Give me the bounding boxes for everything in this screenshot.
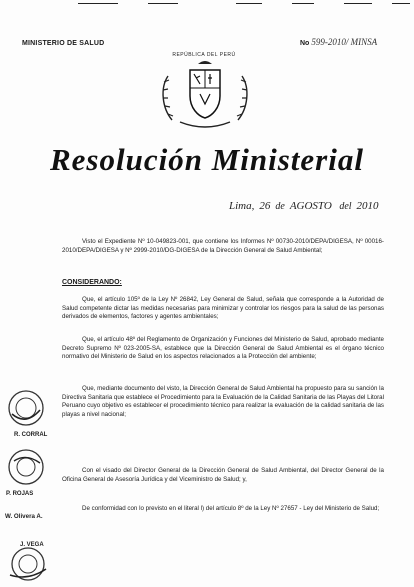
- visado-paragraph: Con el visado del Director General de la Dirección General de Salud Ambiental, del Director General de la Oficina General de Asesoría Jurídica y del Viceministro de Salud; y,: [62, 467, 384, 483]
- considerando-paragraph-1: Que, el artículo 105º de la Ley Nº 26842, Ley General de Salud, señala que corresponde a la Autoridad de Salud competente dictar las medidas necesarias para minimizar y controlar los riesgos para la salud de las personas derivados de elementos, factores y agentes ambientales;: [62, 296, 384, 320]
- seal-label: REPÚBLICA DEL PERÚ: [172, 52, 236, 58]
- visto-paragraph: Visto el Expediente Nº 10-049823-001, que contiene los Informes Nº 00730-2010/DEPA/DIGESA, Nº 00016-2010/DEPA/DIGESA y Nº 2999-2010/DG-DIGESA de la Dirección General de Salud Ambiental;: [62, 238, 384, 254]
- stamp-name: W. Olivera A.: [5, 513, 43, 520]
- date-line: [229, 200, 379, 212]
- considerando-paragraph-3: Que, mediante documento del visto, la Dirección General de Salud Ambiental ha propuesto para su sanción la Directiva Sanitaria que establece el Procedimiento para la Evaluación de la Calidad Sanitaria de las Playas del Litoral Peruano cuyo objetivo es establecer el procedimiento técnico para realizar la evaluación de la calidad sanitaria de las playas a nivel nacional;: [62, 385, 384, 418]
- official-stamp-icon: [6, 447, 46, 487]
- document-title: Resolución Ministerial: [50, 142, 364, 177]
- official-stamp-icon: [6, 545, 50, 583]
- conformidad-paragraph: De conformidad con lo previsto en el literal l) del artículo 8º de la Ley Nº 27657 - Ley del Ministerio de Salud;: [82, 505, 380, 512]
- date-city: Lima,: [229, 200, 255, 212]
- date-connector-de: de: [275, 201, 285, 212]
- scan-artifact-lines: [0, 0, 414, 12]
- date-day: 26: [259, 200, 271, 212]
- stamp-name: P. ROJAS: [6, 491, 34, 497]
- date-month: AGOSTO: [289, 200, 332, 212]
- date-connector-del: del: [339, 201, 352, 212]
- considerando-paragraph-2: Que, el artículo 48º del Reglamento de Organización y Funciones del Ministerio de Salud, aprobado mediante Decreto Supremo Nº 023-2005-SA, establece que la Dirección General de Salud Ambiental es el órgano técnico normativo del Ministerio de Salud en los aspectos relacionados a la Protección del ambiente;: [62, 336, 384, 360]
- stamp-name: J. VEGA: [20, 542, 44, 548]
- official-stamp-icon: [6, 388, 46, 428]
- coat-of-arms-icon: [150, 48, 260, 136]
- stamp-name: R. CORRAL: [14, 432, 48, 438]
- resolution-number: [300, 37, 377, 47]
- date-year: 2010: [356, 200, 379, 212]
- resolution-prefix: No: [300, 40, 310, 47]
- considerando-heading: CONSIDERANDO:: [62, 279, 122, 286]
- ministry-heading: MINISTERIO DE SALUD: [22, 40, 105, 47]
- resolution-number-value: 599-2010/ MINSA: [311, 37, 378, 47]
